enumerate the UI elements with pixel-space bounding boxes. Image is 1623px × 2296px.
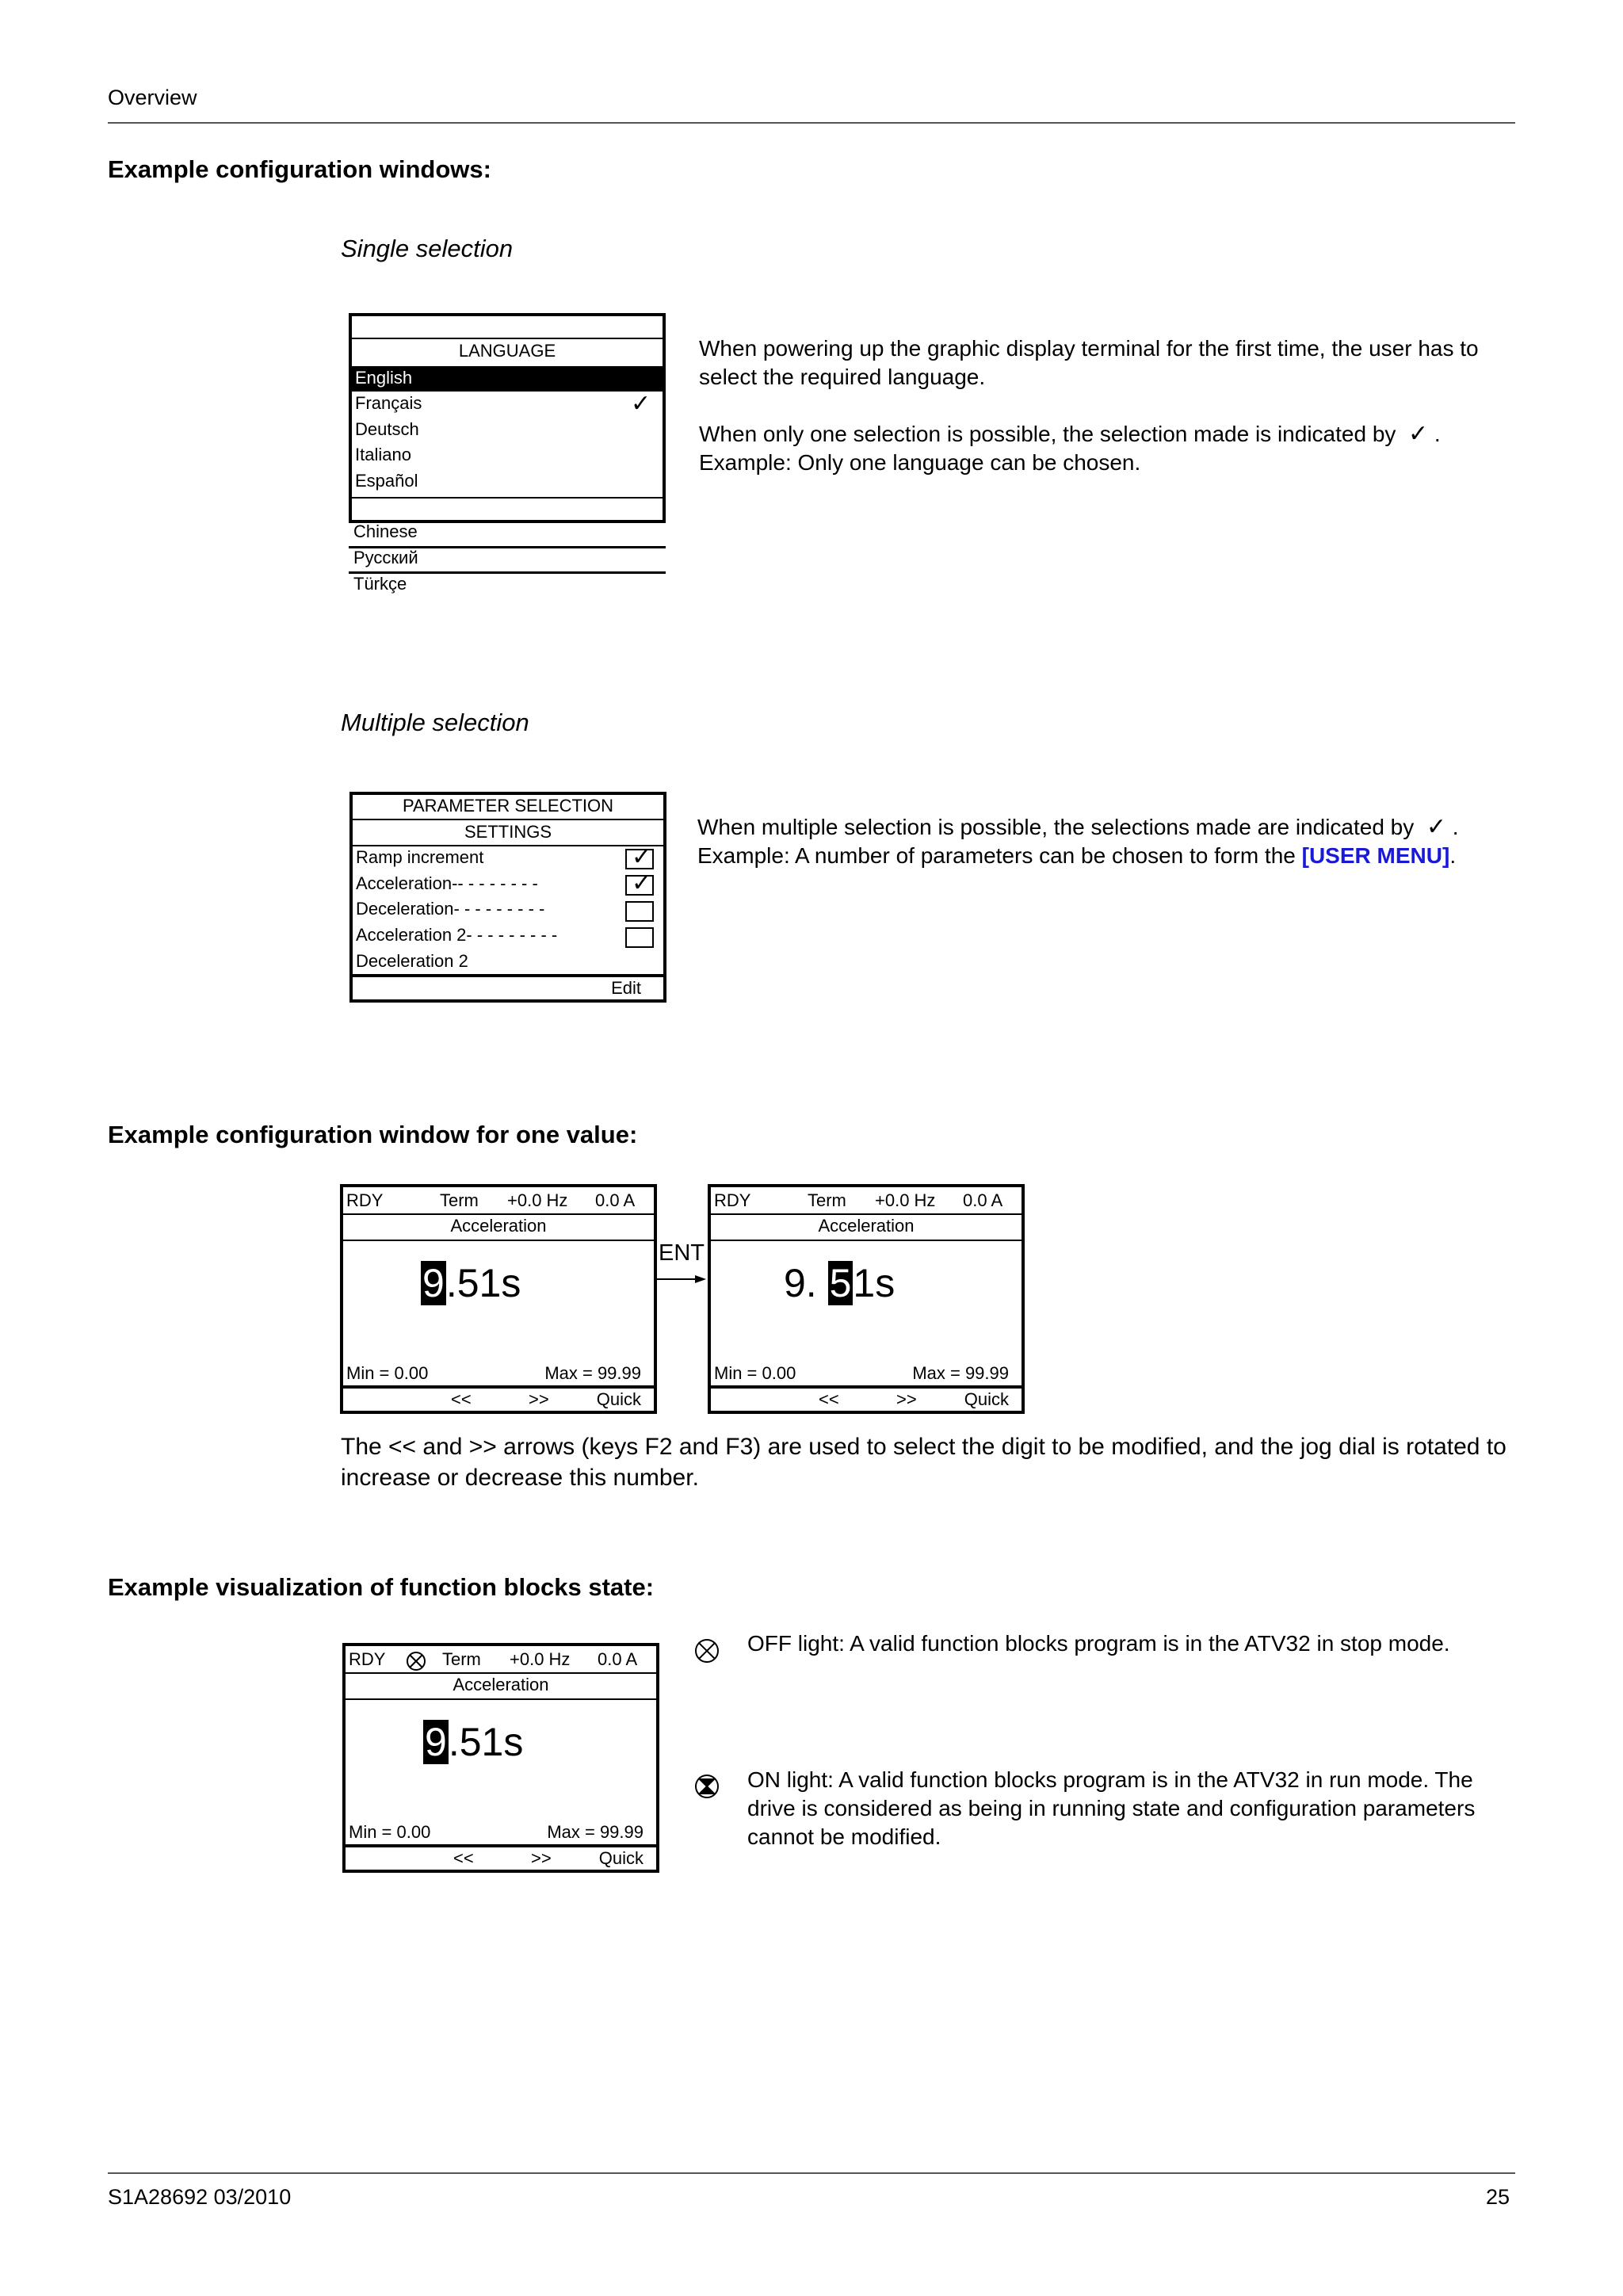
key-left-arrows[interactable]: <<	[451, 1389, 472, 1409]
selected-digit: 9	[425, 1720, 447, 1764]
selected-digit: 9	[422, 1261, 445, 1305]
key-right-arrows[interactable]: >>	[529, 1389, 549, 1409]
selected-digit: 5	[829, 1261, 852, 1305]
status-state: RDY	[714, 1190, 751, 1210]
document-reference: S1A28692 03/2010	[108, 2185, 292, 2209]
param-screen-title: PARAMETER SELECTION	[402, 796, 614, 816]
key-left-arrows[interactable]: <<	[453, 1848, 474, 1868]
value-display: 9. 51s	[784, 1261, 896, 1305]
single-text-p2: When only one selection is possible, the selection made is indicated by ✓ .	[699, 420, 1441, 448]
language-item-chinese[interactable]: Chinese	[353, 521, 418, 541]
multiple-selection-title: Multiple selection	[341, 709, 529, 736]
key-right-arrows[interactable]: >>	[896, 1389, 917, 1409]
edit-key-label[interactable]: Edit	[611, 978, 641, 998]
status-frequency: +0.0 Hz	[510, 1649, 571, 1669]
status-channel: Term	[440, 1190, 479, 1210]
value-screen-right	[708, 1184, 1025, 1414]
min-value: Min = 0.00	[714, 1363, 796, 1383]
key-quick[interactable]: Quick	[964, 1389, 1009, 1409]
parameter-selection-screen	[349, 792, 666, 1003]
status-channel: Term	[442, 1649, 481, 1669]
status-state: RDY	[346, 1190, 384, 1210]
heading-config-windows: Example configuration windows:	[108, 155, 491, 183]
value-display: 9.51s	[425, 1720, 524, 1764]
one-value-text: The << and >> arrows (keys F2 and F3) are used to select the digit to be modified, and the jog dial is rotated to increase or decrease this number.	[341, 1434, 1507, 1491]
status-state: RDY	[349, 1649, 386, 1669]
header-rule	[108, 122, 1515, 124]
check-mark-icon: ✓	[1407, 420, 1429, 448]
off-light-text: OFF light: A valid function blocks program is in the ATV32 in stop mode.	[747, 1631, 1450, 1656]
param-item-acceleration-2[interactable]: Acceleration 2- - - - - - - - -	[356, 925, 558, 945]
footer-rule	[108, 2172, 1515, 2174]
language-header: LANGUAGE	[458, 341, 556, 361]
key-right-arrows[interactable]: >>	[531, 1848, 552, 1868]
language-item-italiano[interactable]: Italiano	[355, 445, 411, 464]
on-light-icon	[693, 1773, 720, 1800]
language-item-francais[interactable]: Français	[355, 393, 422, 413]
on-light-text: ON light: A valid function blocks program is in the ATV32 in run mode. The drive is considered as being in running state and configuration parameters cannot be modified.	[747, 1767, 1476, 1849]
check-mark-icon: ✓	[632, 869, 652, 897]
max-value: Max = 99.99	[912, 1363, 1009, 1383]
max-value: Max = 99.99	[547, 1822, 643, 1842]
status-frequency: +0.0 Hz	[507, 1190, 568, 1210]
status-current: 0.0 A	[963, 1190, 1003, 1210]
value-screen-left	[340, 1184, 657, 1414]
user-menu-link[interactable]: [USER MENU]	[1301, 843, 1450, 868]
running-header: Overview	[108, 86, 197, 109]
check-mark-icon: ✓	[1426, 813, 1446, 841]
key-quick[interactable]: Quick	[596, 1389, 641, 1409]
value-screen-title: Acceleration	[450, 1216, 547, 1236]
check-mark-icon: ✓	[631, 390, 651, 418]
heading-one-value: Example configuration window for one value:	[108, 1121, 638, 1148]
page-number: 25	[1485, 2185, 1510, 2209]
ent-label: ENT	[659, 1240, 705, 1266]
value-screen-title: Acceleration	[453, 1675, 549, 1694]
function-block-off-icon	[406, 1651, 426, 1671]
value-display: 9.51s	[422, 1261, 521, 1305]
param-screen-subtitle: SETTINGS	[464, 822, 552, 842]
check-mark-icon: ✓	[632, 843, 652, 871]
param-item-acceleration[interactable]: Acceleration-- - - - - - - -	[356, 873, 538, 893]
param-checkbox[interactable]	[625, 901, 654, 922]
multiple-text-p2: Example: A number of parameters can be chosen to form the [USER MENU].	[697, 843, 1457, 868]
max-value: Max = 99.99	[544, 1363, 641, 1383]
arrow-right-icon	[657, 1273, 709, 1286]
single-selection-text	[699, 334, 1515, 477]
min-value: Min = 0.00	[346, 1363, 429, 1383]
language-item-turkish[interactable]: Türkçe	[353, 574, 407, 594]
off-light-icon	[693, 1637, 720, 1664]
key-left-arrows[interactable]: <<	[819, 1389, 839, 1409]
param-item-deceleration-2[interactable]: Deceleration 2	[356, 951, 468, 971]
single-text-p3: Example: Only one language can be chosen.	[699, 450, 1141, 475]
param-checkbox[interactable]	[625, 843, 654, 871]
param-checkbox[interactable]	[625, 869, 654, 897]
param-item-deceleration[interactable]: Deceleration- - - - - - - - -	[356, 899, 545, 919]
language-screen	[349, 313, 666, 523]
multiple-selection-text	[697, 813, 1514, 870]
function-blocks-screen	[342, 1643, 659, 1873]
language-item-russian[interactable]: Русский	[353, 548, 418, 567]
language-item-espanol[interactable]: Español	[355, 471, 418, 491]
key-quick[interactable]: Quick	[598, 1848, 643, 1868]
status-current: 0.0 A	[598, 1649, 638, 1669]
single-selection-title: Single selection	[341, 235, 514, 262]
param-checkbox[interactable]	[625, 927, 654, 948]
language-item-deutsch[interactable]: Deutsch	[355, 419, 419, 439]
value-screen-title: Acceleration	[818, 1216, 915, 1236]
status-frequency: +0.0 Hz	[875, 1190, 936, 1210]
status-current: 0.0 A	[595, 1190, 636, 1210]
multiple-text-p1: When multiple selection is possible, the selections made are indicated by ✓ .	[697, 813, 1459, 841]
single-text-p1: When powering up the graphic display terminal for the first time, the user has to select the required language.	[699, 336, 1479, 389]
min-value: Min = 0.00	[349, 1822, 431, 1842]
language-item-english[interactable]: English	[355, 368, 413, 388]
param-item-ramp-increment[interactable]: Ramp increment	[356, 847, 484, 867]
status-channel: Term	[808, 1190, 846, 1210]
heading-func-blocks: Example visualization of function blocks state:	[108, 1573, 655, 1601]
